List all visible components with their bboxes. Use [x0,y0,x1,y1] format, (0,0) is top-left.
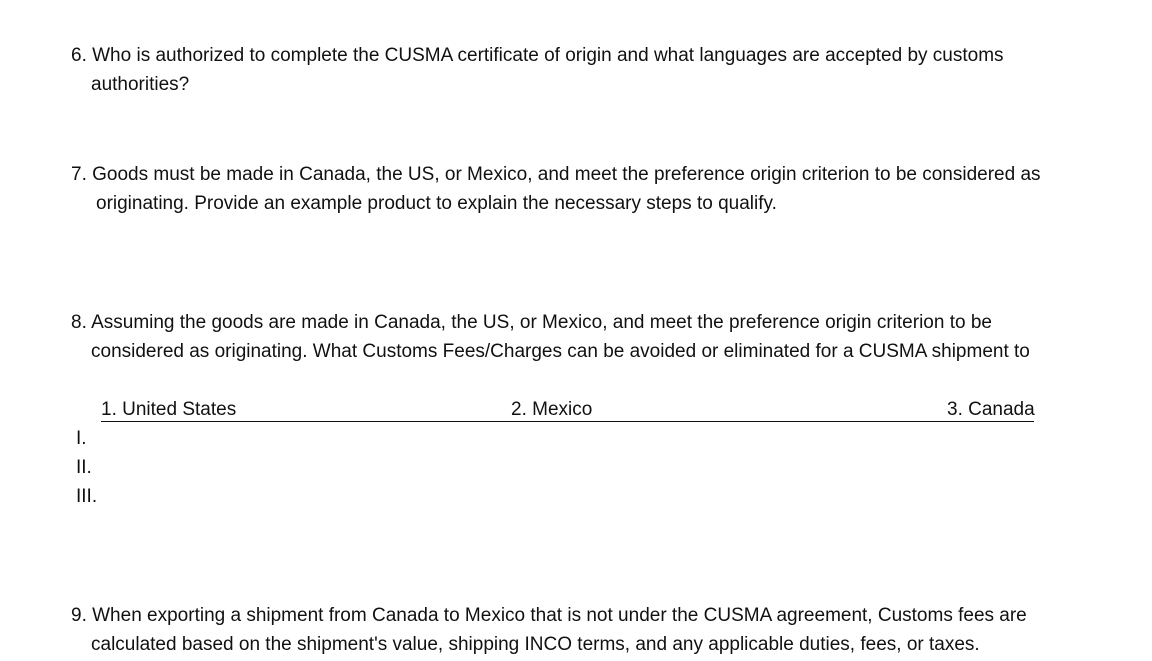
row-label-i: I. [76,428,87,449]
column-united-states: 1. United States [101,399,237,420]
question-6-line-1: 6. Who is authorized to complete the CUSMA certificate of origin and what languages are accepted by customs [71,45,1004,66]
question-9-line-1: 9. When exporting a shipment from Canada to Mexico that is not under the CUSMA agreement, Customs fees are [71,605,1027,626]
question-6-line-2: authorities? [91,74,190,95]
question-8-line-2: considered as originating. What Customs Fees/Charges can be avoided or eliminated for a CUSMA shipment to [91,341,1030,362]
country-column-headers [101,399,1034,422]
question-7-line-1: 7. Goods must be made in Canada, the US, or Mexico, and meet the preference origin criterion to be considered as [71,164,1041,185]
question-9-line-2: calculated based on the shipment's value, shipping INCO terms, and any applicable duties, fees, or taxes. [91,634,980,655]
column-canada: 3. Canada [947,399,1035,420]
column-mexico: 2. Mexico [511,399,593,420]
question-7-line-2: originating. Provide an example product to explain the necessary steps to qualify. [96,193,777,214]
row-label-ii: II. [76,457,92,478]
row-label-iii: III. [76,486,98,507]
question-8-line-1: 8. Assuming the goods are made in Canada, the US, or Mexico, and meet the preference origin criterion to be [71,312,992,333]
